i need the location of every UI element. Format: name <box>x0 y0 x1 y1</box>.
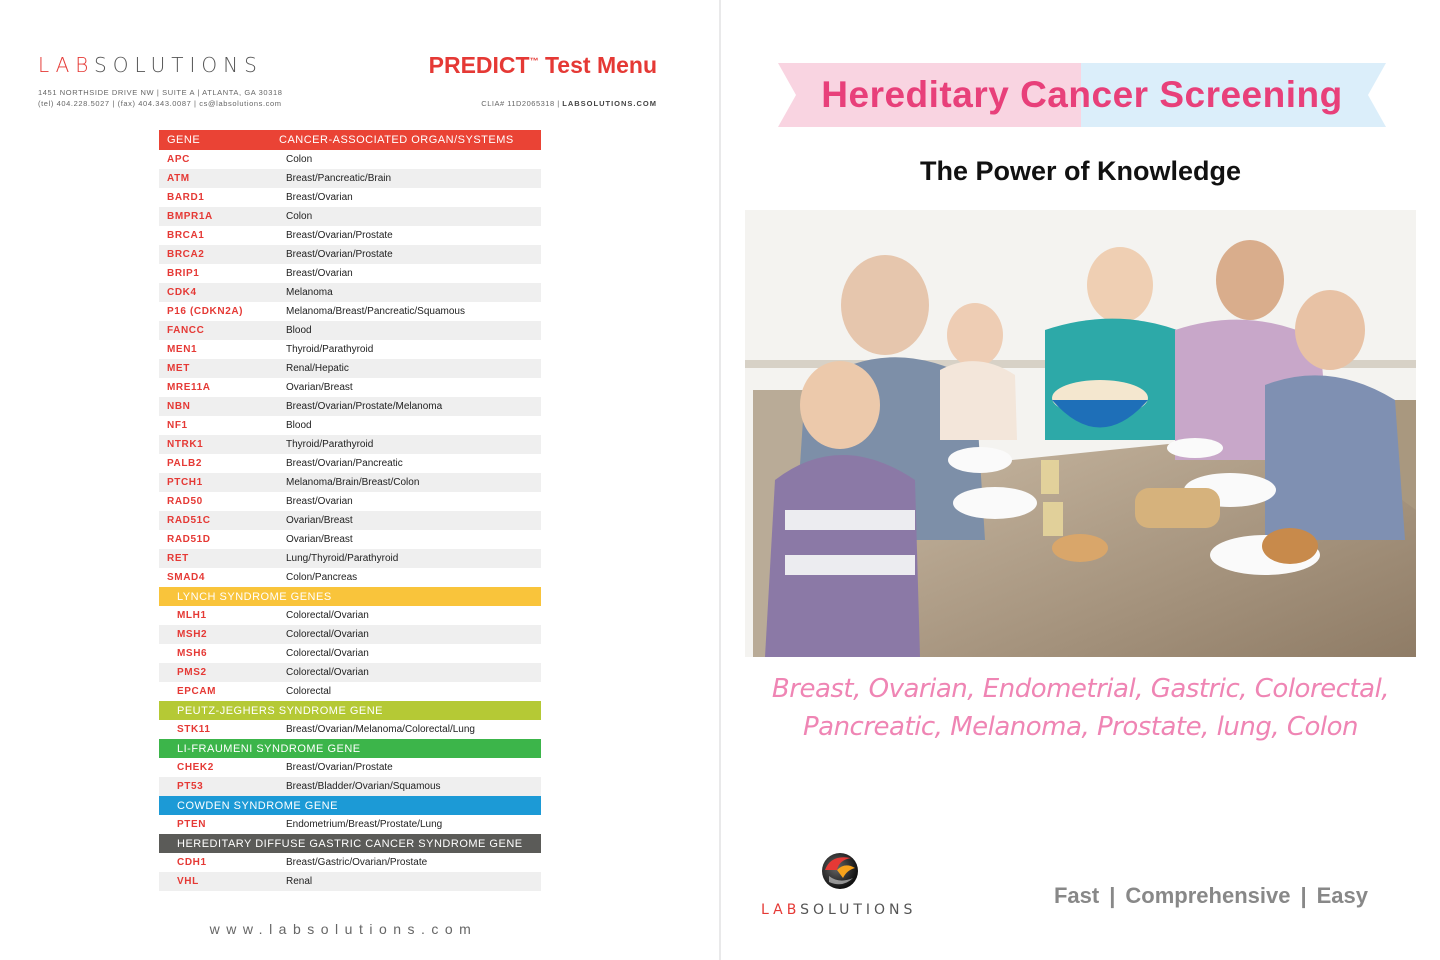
table-row <box>159 777 541 796</box>
gene-name: EPCAM <box>177 686 217 697</box>
table-row <box>159 245 541 264</box>
table-row <box>159 492 541 511</box>
gene-name: FANCC <box>167 325 205 336</box>
table-row <box>159 226 541 245</box>
organ-systems: Breast/Ovarian/Prostate <box>286 762 393 773</box>
cancer-list-line1: Breast, Ovarian, Endometrial, Gastric, Colorectal, <box>771 674 1390 704</box>
gene-table <box>159 130 541 891</box>
organ-systems: Breast/Ovarian/Pancreatic <box>286 458 403 469</box>
gene-name: NBN <box>167 401 191 412</box>
organ-systems: Colorectal/Ovarian <box>286 629 369 640</box>
brand-wordmark <box>761 902 916 918</box>
gene-name: BARD1 <box>167 192 205 203</box>
table-row <box>159 169 541 188</box>
organ-systems: Breast/Ovarian/Prostate <box>286 230 393 241</box>
tagline-separator: | <box>1109 883 1116 908</box>
table-row <box>159 549 541 568</box>
table-row <box>159 644 541 663</box>
table-row <box>159 416 541 435</box>
organ-systems: Lung/Thyroid/Parathyroid <box>286 553 399 564</box>
table-row <box>159 682 541 701</box>
table-row <box>159 340 541 359</box>
table-row <box>159 625 541 644</box>
gene-name: STK11 <box>177 724 211 735</box>
left-page <box>0 0 719 960</box>
organ-systems: Colon/Pancreas <box>286 572 358 583</box>
organ-systems: Blood <box>286 325 312 336</box>
organ-systems: Melanoma/Brain/Breast/Colon <box>286 477 420 488</box>
contact-line: (tel) 404.228.5027 | (fax) 404.343.0087 | cs@labsolutions.com <box>38 99 282 108</box>
gene-name: ATM <box>167 173 190 184</box>
header-gene: GENE <box>167 134 201 146</box>
tagline-fast: Fast <box>1053 883 1100 908</box>
organ-systems: Melanoma/Breast/Pancreatic/Squamous <box>286 306 465 317</box>
organ-systems: Breast/Ovarian/Prostate <box>286 249 393 260</box>
organ-systems: Thyroid/Parathyroid <box>286 439 374 450</box>
organ-systems: Endometrium/Breast/Prostate/Lung <box>286 819 443 830</box>
table-row <box>159 568 541 587</box>
gene-name: PTCH1 <box>167 477 203 488</box>
brand-solutions: SOLUTIONS <box>800 902 917 918</box>
syndrome-section-header: LI-FRAUMENI SYNDROME GENE <box>159 739 541 758</box>
organ-systems: Colorectal/Ovarian <box>286 667 369 678</box>
gene-name: MEN1 <box>167 344 198 355</box>
table-row <box>159 853 541 872</box>
address-line: 1451 NORTHSIDE DRIVE NW | SUITE A | ATLANTA, GA 30318 <box>38 88 283 97</box>
gene-name: RAD51C <box>167 515 211 526</box>
gene-name: MET <box>167 363 190 374</box>
table-row <box>159 321 541 340</box>
syndrome-section-header: LYNCH SYNDROME GENES <box>159 587 541 606</box>
gene-name: MSH2 <box>177 629 208 640</box>
organ-systems: Colorectal/Ovarian <box>286 648 369 659</box>
clia-number: CLIA# 11D2065318 | <box>481 99 563 108</box>
organ-systems: Breast/Bladder/Ovarian/Squamous <box>286 781 441 792</box>
organ-systems: Thyroid/Parathyroid <box>286 344 374 355</box>
table-row <box>159 264 541 283</box>
tagline-easy: Easy <box>1316 883 1368 908</box>
gene-name: MRE11A <box>167 382 211 393</box>
gene-name: PTEN <box>177 819 207 830</box>
table-row <box>159 606 541 625</box>
clia-line <box>481 99 657 108</box>
table-row <box>159 758 541 777</box>
table-row <box>159 302 541 321</box>
gene-name: BMPR1A <box>167 211 213 222</box>
table-row <box>159 815 541 834</box>
tagline-separator: | <box>1300 883 1307 908</box>
trademark-mark: ™ <box>529 56 539 66</box>
gene-name: RAD51D <box>167 534 211 545</box>
gene-name: PALB2 <box>167 458 203 469</box>
table-row <box>159 663 541 682</box>
organ-systems: Colon <box>286 211 313 222</box>
gene-name: NF1 <box>167 420 188 431</box>
table-row <box>159 378 541 397</box>
organ-systems: Blood <box>286 420 312 431</box>
syndrome-section-header: COWDEN SYNDROME GENE <box>159 796 541 815</box>
table-row <box>159 872 541 891</box>
organ-systems: Ovarian/Breast <box>286 534 353 545</box>
gene-name: BRCA1 <box>167 230 205 241</box>
title-banner <box>778 63 1386 127</box>
gene-name: PMS2 <box>177 667 207 678</box>
gene-name: APC <box>167 154 190 165</box>
gene-name: CDH1 <box>177 857 207 868</box>
table-row <box>159 720 541 739</box>
organ-systems: Breast/Ovarian <box>286 268 353 279</box>
table-row <box>159 454 541 473</box>
cancer-list-line2: Pancreatic, Melanoma, Prostate, lung, Colon <box>802 712 1359 742</box>
organ-systems: Breast/Ovarian <box>286 192 353 203</box>
table-row <box>159 473 541 492</box>
table-row <box>159 530 541 549</box>
gene-name: CDK4 <box>167 287 197 298</box>
right-page <box>721 0 1440 960</box>
organ-systems: Renal/Hepatic <box>286 363 349 374</box>
organ-systems: Breast/Ovarian <box>286 496 353 507</box>
banner-title: Hereditary Cancer Screening <box>821 74 1343 115</box>
table-row <box>159 397 541 416</box>
syndrome-section-header: HEREDITARY DIFFUSE GASTRIC CANCER SYNDROME GENE <box>159 834 541 853</box>
gene-name: BRIP1 <box>167 268 200 279</box>
gene-name: MLH1 <box>177 610 207 621</box>
table-row <box>159 511 541 530</box>
gene-name: RET <box>167 553 189 564</box>
family-dinner-photo <box>745 210 1416 657</box>
labsolutions-emblem-icon <box>759 848 929 898</box>
organ-systems: Colon <box>286 154 313 165</box>
gene-name: VHL <box>177 876 199 887</box>
table-row <box>159 283 541 302</box>
logo-lab: LAB <box>38 53 95 77</box>
tagline <box>1054 883 1368 909</box>
organ-systems: Breast/Ovarian/Melanoma/Colorectal/Lung <box>286 724 475 735</box>
gene-name: CHEK2 <box>177 762 214 773</box>
table-row <box>159 188 541 207</box>
title-predict: PREDICT <box>428 52 530 78</box>
organ-systems: Ovarian/Breast <box>286 515 353 526</box>
table-header <box>159 130 541 150</box>
organ-systems: Breast/Pancreatic/Brain <box>286 173 392 184</box>
title-test-menu: Test Menu <box>538 52 657 78</box>
organ-systems: Renal <box>286 876 313 887</box>
tagline-comprehensive: Comprehensive <box>1125 883 1291 908</box>
brand-lab: LAB <box>761 902 801 918</box>
gene-name: BRCA2 <box>167 249 205 260</box>
labsolutions-logo <box>38 53 263 77</box>
site-short-url: LABSOLUTIONS.COM <box>562 99 657 108</box>
organ-systems: Ovarian/Breast <box>286 382 353 393</box>
logo-solutions: SOLUTIONS <box>94 53 263 77</box>
table-row <box>159 150 541 169</box>
organ-systems: Melanoma <box>286 287 333 298</box>
gene-name: NTRK1 <box>167 439 204 450</box>
organ-systems: Breast/Gastric/Ovarian/Prostate <box>286 857 428 868</box>
table-row <box>159 359 541 378</box>
syndrome-section-header: PEUTZ-JEGHERS SYNDROME GENE <box>159 701 541 720</box>
gene-name: P16 (CDKN2A) <box>167 306 244 317</box>
subtitle: The Power of Knowledge <box>919 156 1242 186</box>
organ-systems: Colorectal/Ovarian <box>286 610 369 621</box>
gene-name: SMAD4 <box>167 572 206 583</box>
gene-name: PT53 <box>177 781 204 792</box>
table-row <box>159 207 541 226</box>
gene-name: RAD50 <box>167 496 203 507</box>
page-title <box>429 52 657 79</box>
header-organ: CANCER-ASSOCIATED ORGAN/SYSTEMS <box>279 134 514 146</box>
organ-systems: Breast/Ovarian/Prostate/Melanoma <box>286 401 443 412</box>
website-url[interactable]: www.labsolutions.com <box>209 921 478 937</box>
table-body <box>159 150 541 891</box>
gene-name: MSH6 <box>177 648 208 659</box>
organ-systems: Colorectal <box>286 686 332 697</box>
table-row <box>159 435 541 454</box>
